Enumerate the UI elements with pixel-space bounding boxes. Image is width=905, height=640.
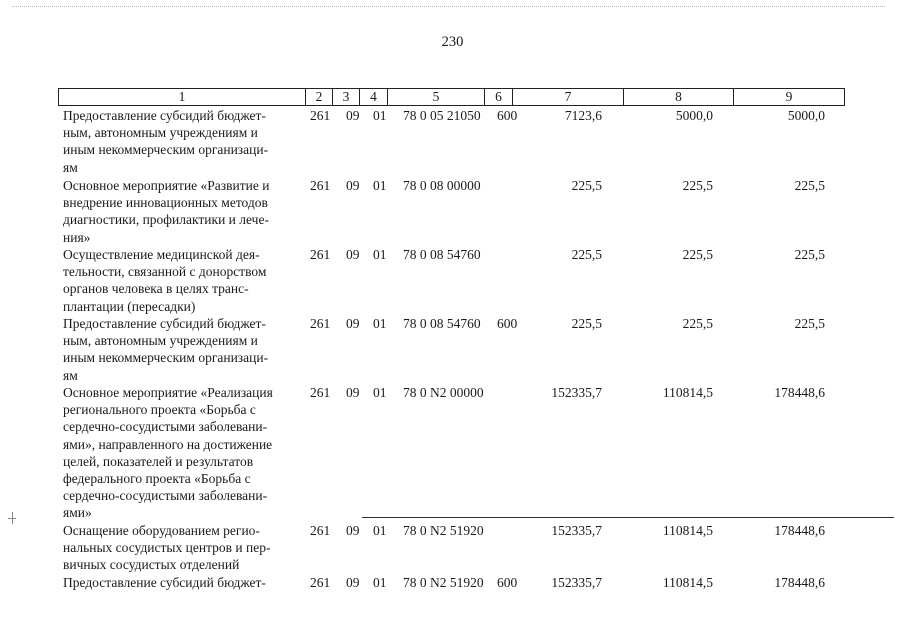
- row-name-line: Основное мероприятие «Реализация: [63, 385, 273, 400]
- row-name-line: органов человека в целях транс-: [63, 281, 249, 297]
- cell-ministry-code: 261: [310, 316, 331, 331]
- cell-target-article: 78 0 N2 51920: [403, 523, 484, 538]
- cell-subsection: 01: [373, 385, 387, 400]
- cell-amount-8: 110814,5: [662, 385, 713, 400]
- cell-amount-8: 110814,5: [662, 575, 713, 590]
- cell-ministry-code: 261: [310, 575, 331, 590]
- cell-section: 09: [346, 523, 360, 538]
- cell-amount-8: 5000,0: [675, 108, 713, 123]
- cell-ministry-code: 261: [310, 385, 331, 400]
- row-name: [63, 246, 301, 315]
- cell-target-article: 78 0 08 00000: [403, 178, 481, 193]
- row-name-line: вичных сосудистых отделений: [63, 557, 240, 573]
- cell-amount-8: 110814,5: [662, 523, 713, 538]
- row-name-line: ным, автономным учреждениям и: [63, 333, 258, 349]
- cell-amount-7: 7123,6: [564, 108, 602, 123]
- row-divider: [362, 517, 894, 518]
- cell-amount-9: 225,5: [794, 178, 825, 193]
- cell-subsection: 01: [373, 523, 387, 538]
- cell-subsection: 01: [373, 108, 387, 123]
- row-name-line: иным некоммерческим организаци-: [63, 142, 269, 158]
- row-name-line: Предоставление субсидий бюджет-: [63, 316, 266, 331]
- row-name-line: сердечно-сосудистыми заболевани-: [63, 419, 268, 435]
- row-name: [63, 574, 301, 591]
- cell-ministry-code: 261: [310, 178, 331, 193]
- cell-section: 09: [346, 178, 360, 193]
- cell-ministry-code: 261: [310, 523, 331, 538]
- row-name: [63, 522, 301, 574]
- row-name-line: ями», направленного на достижение: [63, 436, 273, 452]
- cell-amount-9: 178448,6: [774, 575, 825, 590]
- cell-amount-8: 225,5: [682, 247, 713, 262]
- cell-target-article: 78 0 05 21050: [403, 108, 481, 123]
- header-col-5: 5: [388, 89, 485, 106]
- cell-amount-7: 225,5: [571, 247, 602, 262]
- row-name: [63, 315, 301, 384]
- row-name-line: сердечно-сосудистыми заболевани-: [63, 488, 268, 504]
- cell-amount-8: 225,5: [682, 178, 713, 193]
- margin-mark: [12, 512, 13, 524]
- row-name-line: Осуществление медицинской дея-: [63, 247, 260, 262]
- row-name-line: нальных сосудистых центров и пер-: [63, 540, 271, 556]
- row-name-line: Предоставление субсидий бюджет-: [63, 575, 266, 590]
- row-name-line: иным некоммерческим организаци-: [63, 350, 269, 366]
- cell-target-article: 78 0 08 54760: [403, 316, 481, 331]
- cell-expense-type: 600: [497, 316, 518, 331]
- header-col-1: 1: [59, 89, 306, 106]
- header-col-9: 9: [734, 89, 845, 106]
- cell-amount-7: 152335,7: [551, 575, 602, 590]
- cell-amount-7: 152335,7: [551, 523, 602, 538]
- page-number: 230: [441, 34, 464, 50]
- header-col-6: 6: [485, 89, 513, 106]
- cell-target-article: 78 0 N2 51920: [403, 575, 484, 590]
- row-name-line: тельности, связанной с донорством: [63, 264, 267, 280]
- cell-section: 09: [346, 247, 360, 262]
- row-name-line: ям: [63, 159, 78, 175]
- row-name-line: Предоставление субсидий бюджет-: [63, 108, 266, 123]
- row-name: [63, 177, 301, 246]
- cell-subsection: 01: [373, 316, 387, 331]
- row-name-line: диагностики, профилактики и лече-: [63, 212, 269, 228]
- row-name-line: Оснащение оборудованием регио-: [63, 523, 260, 538]
- header-col-8: 8: [624, 89, 734, 106]
- cell-subsection: 01: [373, 178, 387, 193]
- cell-amount-9: 225,5: [794, 247, 825, 262]
- cell-section: 09: [346, 385, 360, 400]
- row-name-line: целей, показателей и результатов: [63, 453, 254, 469]
- cell-section: 09: [346, 108, 360, 123]
- row-name-line: Основное мероприятие «Развитие и: [63, 178, 270, 193]
- row-name: [63, 384, 301, 522]
- cell-amount-9: 178448,6: [774, 385, 825, 400]
- header-col-4: 4: [360, 89, 388, 106]
- cell-amount-7: 225,5: [571, 316, 602, 331]
- cell-target-article: 78 0 08 54760: [403, 247, 481, 262]
- header-col-2: 2: [306, 89, 333, 106]
- row-name-line: ями»: [63, 505, 92, 521]
- row-name-line: ным, автономным учреждениям и: [63, 125, 258, 141]
- row-name-line: внедрение инновационных методов: [63, 195, 268, 211]
- cell-subsection: 01: [373, 575, 387, 590]
- row-name-line: плантации (пересадки): [63, 298, 196, 314]
- cell-section: 09: [346, 316, 360, 331]
- cell-amount-9: 5000,0: [787, 108, 825, 123]
- header-col-7: 7: [513, 89, 624, 106]
- cell-expense-type: 600: [497, 575, 518, 590]
- cell-target-article: 78 0 N2 00000: [403, 385, 484, 400]
- row-name-line: регионального проекта «Борьба с: [63, 402, 256, 418]
- row-name-line: ния»: [63, 229, 91, 245]
- cell-subsection: 01: [373, 247, 387, 262]
- cell-amount-8: 225,5: [682, 316, 713, 331]
- row-name: [63, 107, 301, 176]
- row-name-line: ям: [63, 367, 78, 383]
- cell-amount-9: 225,5: [794, 316, 825, 331]
- header-col-3: 3: [333, 89, 360, 106]
- cell-section: 09: [346, 575, 360, 590]
- cell-ministry-code: 261: [310, 108, 331, 123]
- cell-amount-7: 225,5: [571, 178, 602, 193]
- cell-ministry-code: 261: [310, 247, 331, 262]
- cell-amount-9: 178448,6: [774, 523, 825, 538]
- cell-expense-type: 600: [497, 108, 518, 123]
- cell-amount-7: 152335,7: [551, 385, 602, 400]
- row-name-line: федерального проекта «Борьба с: [63, 471, 251, 487]
